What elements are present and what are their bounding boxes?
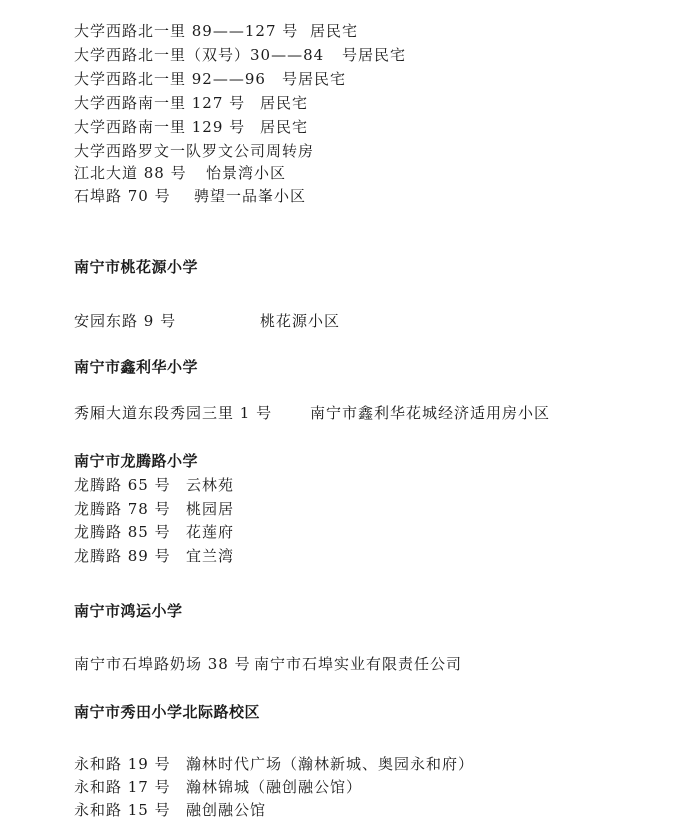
address-line: 大学西路北一里 89——127 号 居民宅 bbox=[74, 22, 359, 40]
address-line: 龙腾路 65 号 云林苑 bbox=[74, 476, 235, 494]
school-heading: 南宁市龙腾路小学 bbox=[74, 452, 199, 470]
address-line: 龙腾路 89 号 宜兰湾 bbox=[74, 547, 235, 565]
school-heading: 南宁市桃花源小学 bbox=[74, 258, 199, 276]
address-line: 石埠路 70 号 骋望一品峯小区 bbox=[74, 187, 307, 205]
address-line: 大学西路南一里 127 号 居民宅 bbox=[74, 94, 309, 112]
address-line: 大学西路北一里 92——96 号居民宅 bbox=[74, 70, 347, 88]
address-line: 江北大道 88 号 怡景湾小区 bbox=[74, 164, 287, 182]
address-line: 永和路 17 号 瀚林锦城（融创融公馆） bbox=[74, 778, 363, 796]
school-heading: 南宁市鑫利华小学 bbox=[74, 358, 199, 376]
address-line: 大学西路北一里（双号）30——84 号居民宅 bbox=[74, 46, 407, 64]
address-line: 永和路 19 号 瀚林时代广场（瀚林新城、奥园永和府） bbox=[74, 755, 475, 773]
school-heading: 南宁市鸿运小学 bbox=[74, 602, 183, 620]
address-line: 龙腾路 85 号 花莲府 bbox=[74, 523, 235, 541]
address-line: 安园东路 9 号 桃花源小区 bbox=[74, 312, 341, 330]
address-line: 秀厢大道东段秀园三里 1 号 南宁市鑫利华花城经济适用房小区 bbox=[74, 404, 551, 422]
school-heading: 南宁市秀田小学北际路校区 bbox=[74, 703, 261, 721]
address-line: 大学西路罗文一队罗文公司周转房 bbox=[74, 142, 315, 160]
address-line: 永和路 15 号 融创融公馆 bbox=[74, 801, 267, 819]
address-line: 大学西路南一里 129 号 居民宅 bbox=[74, 118, 309, 136]
address-line: 南宁市石埠路奶场 38 号 南宁市石埠实业有限责任公司 bbox=[74, 655, 463, 673]
address-line: 龙腾路 78 号 桃园居 bbox=[74, 500, 235, 518]
